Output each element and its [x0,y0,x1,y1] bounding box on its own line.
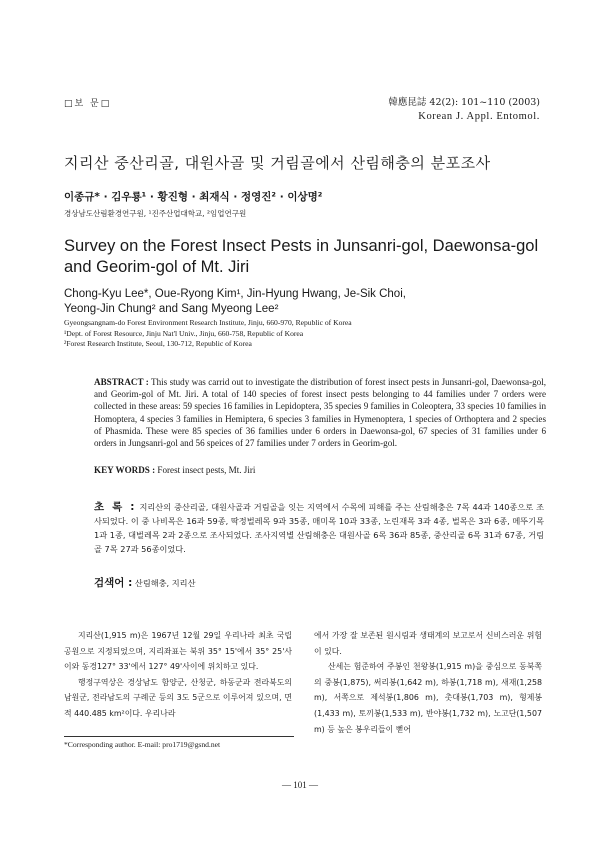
korean-keywords [94,575,195,590]
korean-affiliations: 경상남도산림환경연구원, ¹진주산업대학교, ²임업연구원 [64,209,247,218]
affiliation-3: ²Forest Research Institute, Seoul, 130-712, Republic of Korea [64,339,252,348]
english-authors-line-2: Yeong-Jin Chung² and Sang Myeong Lee² [64,303,279,315]
english-authors-line-1: Chong-Kyu Lee*, Oue-Ryong Kim¹, Jin-Hyung Hwang, Je-Sik Choi, [64,288,406,300]
footnote-divider [64,736,294,737]
keywords [94,465,255,475]
korean-keywords-text: 산림해충, 지리산 [134,578,196,588]
journal-line-korean: 韓應昆誌 42(2): 101~110 (2003) [388,97,540,108]
body-right-column [314,628,542,737]
korean-abstract [94,500,544,556]
abstract [94,376,546,449]
journal-citation [388,96,540,124]
korean-keywords-label: 검색어 : [94,577,133,589]
english-authors [64,287,524,317]
affiliation-1: Gyeongsangnam-do Forest Environment Research Institute, Jinju, 660-970, Republic of Korea [64,318,352,327]
abstract-label: ABSTRACT : [94,377,149,387]
article-category: □보 문□ [64,99,112,109]
corresponding-author-footnote: *Corresponding author. E-mail: pro1719@gsnd.net [64,740,221,749]
english-affiliations [64,318,544,350]
abstract-text: This study was carrid out to investigate the distribution of forest insect pests in Junsanri-gol, Daewonsa-gol, and Georim-gol of Mt. Jiri. A total of 140 species of forest insect pests belonging to 44 families under 7 orders were collected in these areas: 59 species 16 families in Lepidoptera, 35 species 9 families in Coleoptera, 33 species 10 families in Homoptera, 4 species 3 families in Hemiptera, 6 species 3 families in Hymenoptera, 1 species of Orthoptera and 2 species of Phasmida. These were 85 species of 36 families under 6 orders in Daewonsa-gol, 67 species of 31 families under 6 orders in Jungsanri-gol and 56 speices of 27 families under 7 orders in Georim-gol. [94,377,547,449]
journal-line-english: Korean J. Appl. Entomol. [418,111,540,122]
page-number: — 101 — [282,780,318,790]
korean-title: 지리산 중산리골, 대원사골 및 거림골에서 산림해충의 분포조사 [64,154,491,172]
body-paragraph: 에서 가장 잘 보존된 원시림과 생태계의 보고로서 신비스러운 위험이 있다. [314,631,542,656]
affiliation-2: ¹Dept. of Forest Resource, Jinju Nat'l Univ., Jinju, 660-758, Republic of Korea [64,328,304,338]
keywords-label: KEY WORDS : [94,465,156,475]
body-paragraph: 지리산(1,915 m)은 1967년 12월 29일 우리나라 최초 국립공원으로 지정되었으며, 지리좌표는 북위 35° 15'에서 35° 25'사이와 동경127° 33'에서 127° 49'사이에 위치하고 있다. [64,631,292,672]
body-paragraph: 행정구역상은 경상남도 함양군, 산청군, 하동군과 전라북도의 남원군, 전라남도의 구례군 등의 3도 5군으로 이루어져 있으며, 면적 440.485 km²이다. 우리나라 [64,677,292,718]
korean-abstract-label: 초 록 : [94,501,137,513]
english-title: Survey on the Forest Insect Pests in Junsanri-gol, Daewonsa-gol and Georim-gol of Mt. Jiri [64,237,539,276]
body-paragraph: 산세는 험준하여 주봉인 천왕봉(1,915 m)을 중심으로 동북쪽의 중봉(1,875), 써리봉(1,642 m), 하봉(1,718 m), 새재(1,258 m), 서쪽으로 제석봉(1,806 m), 촛대봉(1,703 m), 형제봉(1,433 m), 토끼봉(1,533 m), 반야봉(1,732 m), 노고단(1,507 m) 등 높은 봉우리들이 뻗어 [314,662,542,734]
korean-authors: 이종규* · 김우룡¹ · 황진형 · 최재식 · 정영진² · 이상명² [64,191,323,203]
body-left-column [64,628,292,722]
keywords-text: Forest insect pests, Mt. Jiri [157,465,256,475]
korean-abstract-text: 지리산의 중산리골, 대원사골과 거림골을 잇는 지역에서 수목에 피해를 주는 산림해충은 7목 44과 140종으로 조사되었다. 이 중 나비목은 16과 59종, 딱정벌레목 9과 35종, 매미목 10과 33종, 노린재목 3과 4종, 벌목은 3과 6종, 메뚜기목 1과 1종, 대벌레목 2과 2종으로 조사되었다. 조사지역별 산림해충은 대원사골 6목 36과 85종, 중산리골 6목 31과 67종, 거림골 7목 27과 56종이었다. [94,502,544,554]
